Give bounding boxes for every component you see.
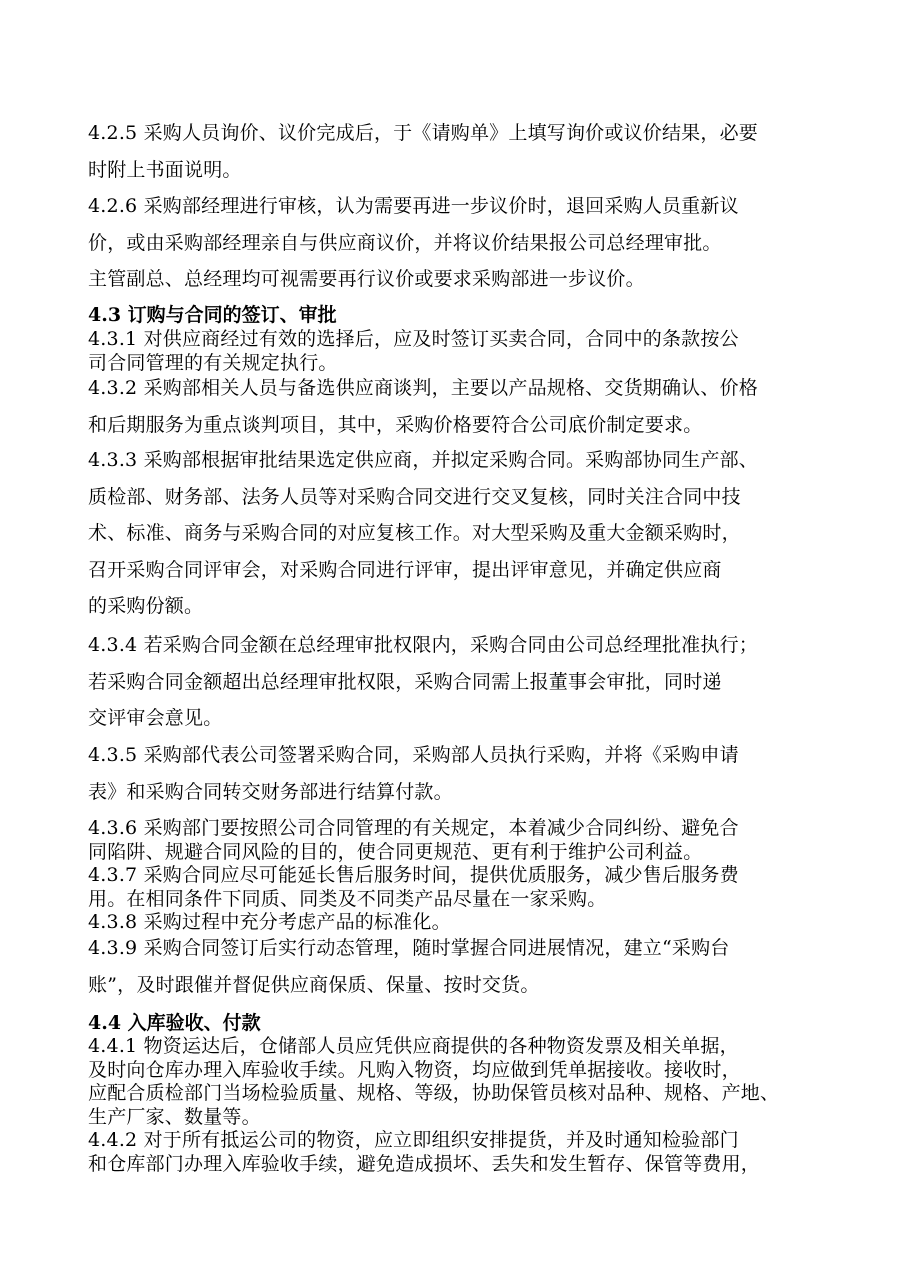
text-line: 4.3.7 采购合同应尽可能延长售后服务时间，提供优质服务，减少售后服务费 xyxy=(88,864,739,886)
text-line: 表》和采购合同转交财务部进行结算付款。 xyxy=(88,780,453,803)
text-line: 术、标准、商务与采购合同的对应复核工作。对大型采购及重大金额采购时， xyxy=(88,522,741,544)
text-line: 4.3.9 采购合同签订后实行动态管理，随时掌握合同进展情况，建立“采购台 xyxy=(88,937,730,959)
text-line: 召开采购合同评审会，对采购合同进行评审，提出评审意见，并确定供应商 xyxy=(88,558,722,581)
text-line: 主管副总、总经理均可视需要再行议价或要求采购部进一步议价。 xyxy=(88,268,645,290)
text-line: 账”，及时跟催并督促供应商保质、保量、按时交货。 xyxy=(88,973,540,996)
paragraph-4-3-3 xyxy=(88,442,828,625)
text-line: 若采购合同金额超出总经理审批权限，采购合同需上报董事会审批，同时递 xyxy=(88,670,722,693)
section-heading-4-4: 4.4 入库验收、付款 xyxy=(88,1012,261,1034)
text-line: 4.3.3 采购部根据审批结果选定供应商，并拟定采购合同。采购部协同生产部、 xyxy=(88,449,758,471)
text-line: 和仓库部门办理入库验收手续，避免造成损坏、丢失和发生暂存、保管等费用， xyxy=(88,1152,761,1175)
text-line: 用。在相同条件下同质、同类及不同类产品尽量在一家采购。 xyxy=(88,887,607,910)
paragraph-4-2-6 xyxy=(88,188,828,298)
text-line: 时附上书面说明。 xyxy=(88,158,242,181)
text-line: 4.3.6 采购部门要按照公司合同管理的有关规定，本着减少合同纠纷、避免合 xyxy=(88,817,739,839)
text-line: 同陷阱、规避合同风险的目的，使合同更规范、更有利于维护公司利益。 xyxy=(88,840,703,863)
paragraph-4-3-2 xyxy=(88,370,828,443)
paragraph-4-3-6-to-4-3-8 xyxy=(88,817,828,935)
text-line: 4.2.5 采购人员询价、议价完成后，于《请购单》上填写询价或议价结果，必要 xyxy=(88,122,758,144)
text-line: 生产厂家、数量等。 xyxy=(88,1105,261,1128)
text-line: 4.4.1 物资运达后，仓储部人员应凭供应商提供的各种物资发票及相关单据， xyxy=(88,1035,739,1057)
text-line: 应配合质检部门当场检验质量、规格、等级，协助保管员核对品种、规格、产地、 xyxy=(88,1082,780,1104)
text-line: 4.4.2 对于所有抵运公司的物资，应立即组织安排提货，并及时通知检验部门 xyxy=(88,1129,739,1151)
text-line: 4.3.2 采购部相关人员与备选供应商谈判，主要以产品规格、交货期确认、价格 xyxy=(88,377,758,399)
paragraph-4-3-5 xyxy=(88,737,828,810)
text-line: 价，或由采购部经理亲自与供应商议价，并将议价结果报公司总经理审批。 xyxy=(88,231,722,254)
text-line: 司合同管理的有关规定执行。 xyxy=(88,351,338,374)
text-line: 及时向仓库办理入库验收手续。凡购入物资，均应做到凭单据接收。接收时， xyxy=(88,1058,741,1081)
paragraph-4-3-9 xyxy=(88,930,828,1003)
text-line: 质检部、财务部、法务人员等对采购合同交进行交叉复核，同时关注合同中技 xyxy=(88,485,741,508)
text-line: 4.3.5 采购部代表公司签署采购合同，采购部人员执行采购，并将《采购申请 xyxy=(88,744,739,766)
paragraph-4-4-1-to-4-4-2 xyxy=(88,1035,828,1176)
text-line: 交评审会意见。 xyxy=(88,707,223,729)
text-line: 和后期服务为重点谈判项目，其中，采购价格要符合公司底价制定要求。 xyxy=(88,413,703,436)
paragraph-4-3-1 xyxy=(88,328,828,375)
text-line: 4.3.1 对供应商经过有效的选择后，应及时签订买卖合同，合同中的条款按公 xyxy=(88,328,739,350)
text-line: 4.3.8 采购过程中充分考虑产品的标准化。 xyxy=(88,911,451,933)
text-line: 的采购份额。 xyxy=(88,595,204,617)
paragraph-4-3-4 xyxy=(88,627,828,737)
paragraph-4-2-5 xyxy=(88,115,828,188)
text-line: 4.2.6 采购部经理进行审核，认为需要再进一步议价时，退回采购人员重新议 xyxy=(88,195,739,217)
section-heading-4-3: 4.3 订购与合同的签订、审批 xyxy=(88,304,337,326)
text-line: 4.3.4 若采购合同金额在总经理审批权限内，采购合同由公司总经理批准执行； xyxy=(88,634,758,656)
